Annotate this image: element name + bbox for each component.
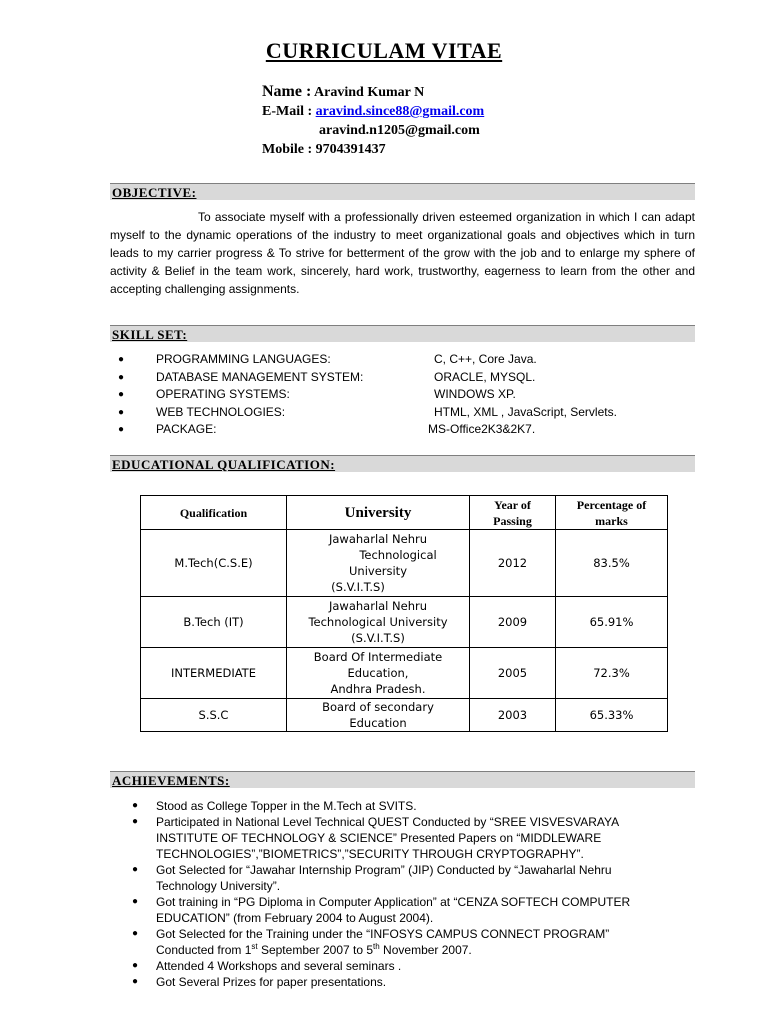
list-item: ● Stood as College Topper in the M.Tech at SVITS. [132, 799, 417, 813]
list-item: ● Attended 4 Workshops and several seminars . [132, 959, 402, 973]
cell-year: 2012 [470, 530, 556, 597]
bullet-icon: ● [132, 800, 139, 811]
name-value: Aravind Kumar N [314, 85, 425, 100]
bullet-icon: ● [132, 896, 139, 907]
mobile-value: 9704391437 [315, 142, 386, 157]
header-university: University [287, 496, 470, 530]
education-heading: EDUCATIONAL QUALIFICATION: [110, 455, 695, 472]
name-row [262, 82, 484, 102]
name-label: Name : [262, 83, 312, 100]
skill-value: HTML, XML , JavaScript, Servlets. [434, 404, 617, 419]
education-table [140, 495, 668, 732]
cell-percent: 83.5% [556, 530, 668, 597]
cell-university: Jawaharlal Nehru Technological University (S.V.I.T.S) [287, 530, 470, 597]
skill-value: MS-Office2K3&2K7. [428, 422, 536, 436]
mobile-label: Mobile : [262, 142, 313, 157]
skill-label: WEB TECHNOLOGIES: [156, 404, 286, 419]
mobile-row [262, 140, 484, 159]
skill-value: WINDOWS XP. [434, 387, 516, 401]
bullet-icon: ● [118, 406, 125, 418]
table-row [141, 648, 668, 699]
header-qualification: Qualification [141, 496, 287, 530]
bullet-icon: ● [132, 960, 139, 971]
cell-university: Jawaharlal Nehru Technological University (S.V.I.T.S) [287, 597, 470, 648]
skill-label: PROGRAMMING LANGUAGES: [156, 352, 331, 366]
email-primary-link[interactable]: aravind.since88@gmail.com [315, 104, 485, 119]
bullet-icon: ● [132, 816, 139, 827]
bullet-icon: ● [132, 976, 139, 987]
bullet-icon: ● [132, 864, 139, 875]
email-label: E-Mail : [262, 104, 313, 119]
cell-qualification: S.S.C [141, 699, 287, 732]
cell-percent: 65.33% [556, 699, 668, 732]
list-item: ● Got Several Prizes for paper presentations. [132, 975, 387, 989]
email-row [262, 102, 484, 121]
bullet-icon: ● [118, 424, 125, 435]
achievements-list [132, 798, 702, 990]
contact-block [262, 82, 484, 159]
skill-label: OPERATING SYSTEMS: [156, 387, 290, 401]
cell-qualification: M.Tech(C.S.E) [141, 530, 287, 597]
list-item: ● Participated in National Level Technical QUEST Conducted by “SREE VISVESVARAYA INSTITUTE OF TECHNOLOGY & SCIENCE” Presented Papers on “MIDDLEWARE TECHNOLOGIES”,”BIOMETRICS”,”SECURITY THROUGH CRYPTOGRAPHY”. [132, 815, 620, 861]
skill-label: DATABASE MANAGEMENT SYSTEM: [156, 369, 364, 384]
skill-label: PACKAGE: [156, 422, 217, 436]
objective-text: To associate myself with a professionally driven esteemed organization in which I can adapt myself to the dynamic operations of the industry to meet organizational goals and objectives which in turn leads to my carrier progress & To strive for betterment of the grow with the job and to enlarge my sphere of activity & Belief in the team work, sincerely, hard work, trustworthy, eagerness to learn from the other and accepting challenging assignments. [110, 210, 695, 296]
list-item: ● Got Selected for the Training under the “INFOSYS CAMPUS CONNECT PROGRAM” Conducted from 1st September 2007 to 5th November 2007. [132, 927, 610, 957]
cell-year: 2005 [470, 648, 556, 699]
bullet-icon: ● [118, 354, 125, 365]
cell-university: Board of secondary Education [287, 699, 470, 732]
table-header-row [141, 496, 668, 530]
table-row [141, 597, 668, 648]
objective-heading: OBJECTIVE: [110, 183, 695, 200]
cell-percent: 65.91% [556, 597, 668, 648]
table-row [141, 530, 668, 597]
skills-heading: SKILL SET: [110, 325, 695, 342]
bullet-icon: ● [118, 389, 125, 400]
header-percentage: Percentage of marks [556, 496, 668, 530]
cell-qualification: INTERMEDIATE [141, 648, 287, 699]
list-item: ● Got Selected for “Jawahar Internship Program” (JIP) Conducted by “Jawaharlal Nehru Technology University”. [132, 863, 612, 893]
document-title: CURRICULAM VITAE [265, 38, 503, 63]
cell-percent: 72.3% [556, 648, 668, 699]
cell-year: 2003 [470, 699, 556, 732]
email-secondary: aravind.n1205@gmail.com [319, 123, 480, 138]
list-item: ● Got training in “PG Diploma in Computer Application” at “CENZA SOFTECH COMPUTER EDUCATION” (from February 2004 to August 2004). [132, 895, 631, 925]
achievements-heading: ACHIEVEMENTS: [110, 771, 695, 788]
bullet-icon: ● [132, 928, 139, 939]
bullet-icon: ● [118, 371, 125, 383]
cell-year: 2009 [470, 597, 556, 648]
cell-university: Board Of Intermediate Education, Andhra Pradesh. [287, 648, 470, 699]
table-row [141, 699, 668, 732]
header-year: Year of Passing [470, 496, 556, 530]
cell-qualification: B.Tech (IT) [141, 597, 287, 648]
skill-value: ORACLE, MYSQL. [434, 369, 536, 384]
skill-value: C, C++, Core Java. [434, 352, 537, 366]
